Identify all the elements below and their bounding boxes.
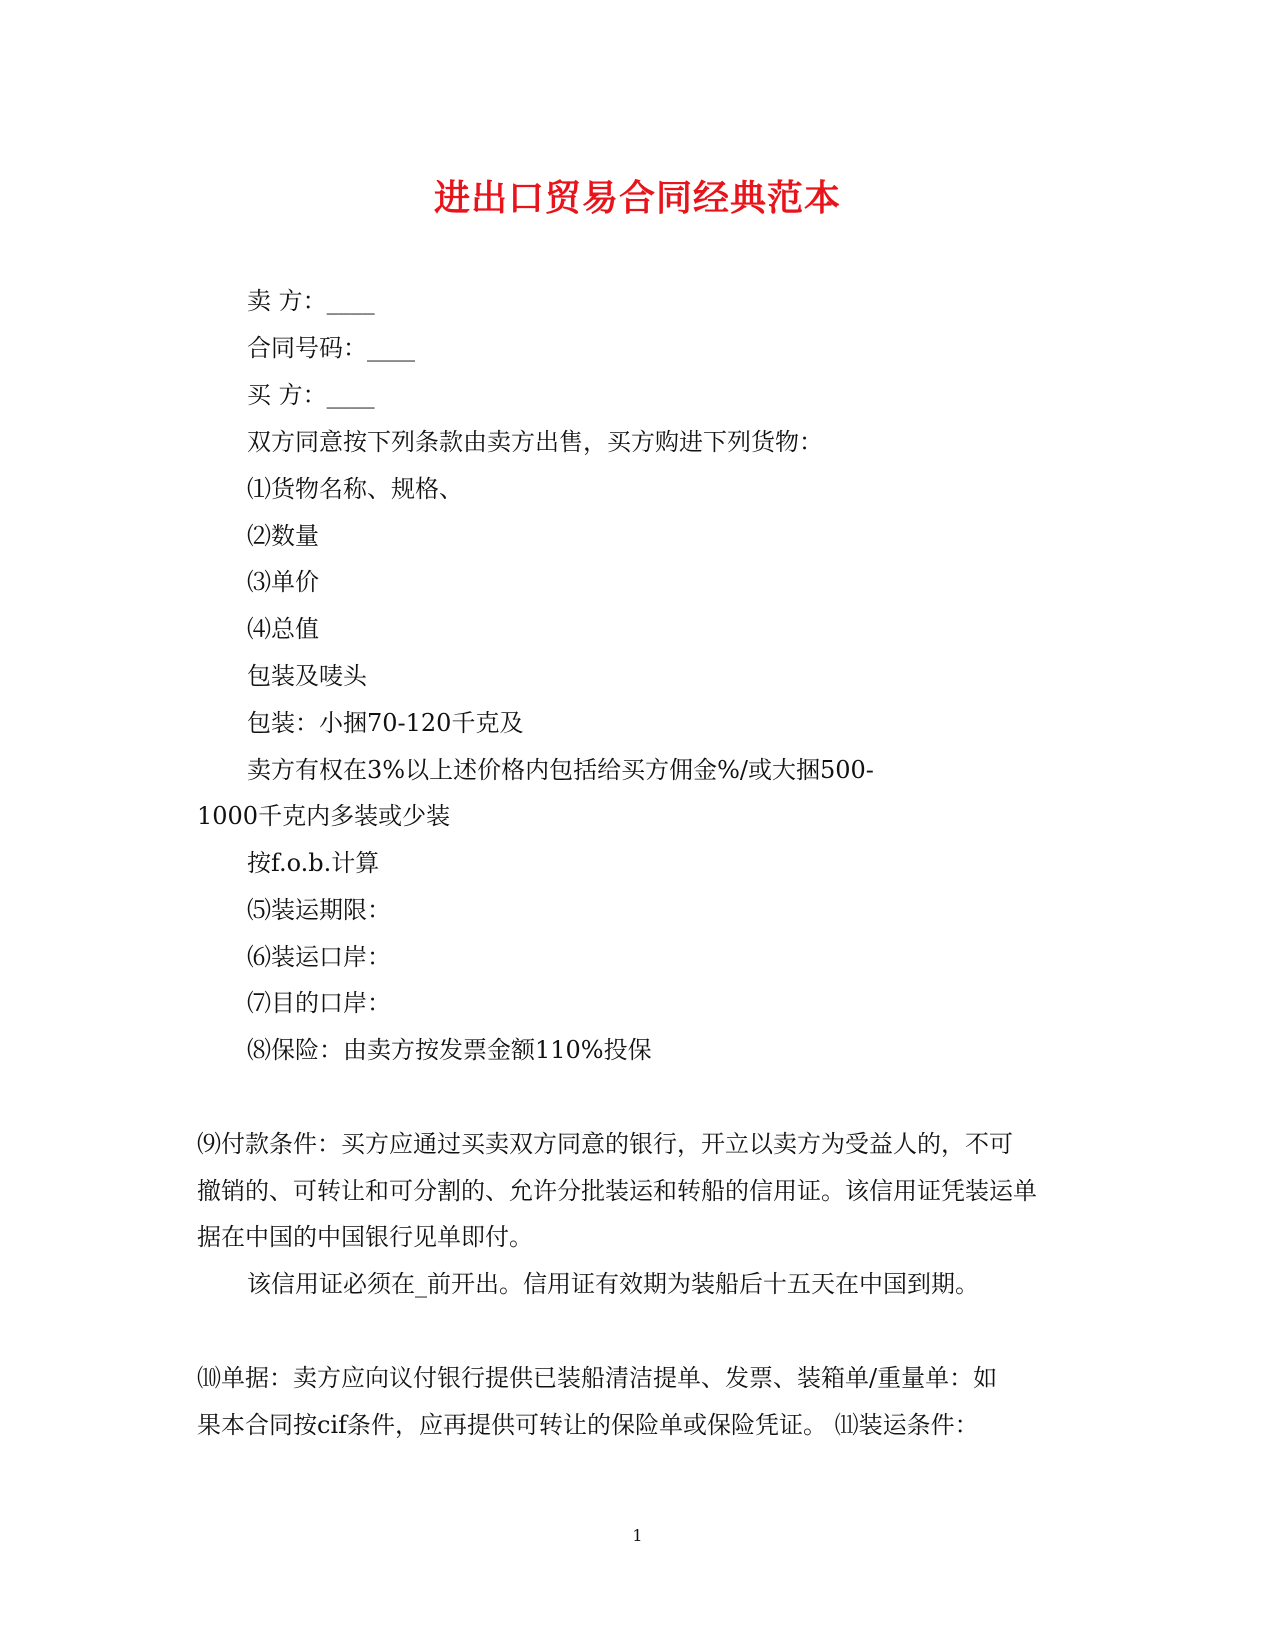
credit-validity-line: 该信用证必须在_前开出。信用证有效期为装船后十五天在中国到期。 xyxy=(247,1270,979,1298)
clause-2: ⑵数量 xyxy=(247,522,319,550)
document-title: 进出口贸易合同经典范本 xyxy=(433,177,841,219)
clause-8: ⑻保险：由卖方按发票金额110%投保 xyxy=(247,1036,652,1064)
packing-line: 包装：小捆70-120千克及 xyxy=(247,709,524,737)
commission-line-cont: 1000千克内多装或少装 xyxy=(197,802,451,830)
clause-10-line-2: 果本合同按cif条件，应再提供可转让的保险单或保险凭证。 ⑾装运条件： xyxy=(197,1411,979,1439)
clause-4: ⑷总值 xyxy=(247,615,319,643)
clause-9-line-1: ⑼付款条件：买方应通过买卖双方同意的银行，开立以卖方为受益人的，不可 xyxy=(197,1130,1013,1158)
commission-line: 卖方有权在3%以上述价格内包括给买方佣金%/或大捆500- xyxy=(247,756,874,784)
clause-9-line-3: 据在中国的中国银行见单即付。 xyxy=(197,1223,533,1251)
contract-number-line: 合同号码：____ xyxy=(247,334,415,362)
page-number: 1 xyxy=(632,1526,643,1545)
seller-line: 卖 方：____ xyxy=(247,287,375,315)
clause-5: ⑸装运期限： xyxy=(247,896,391,924)
fob-line: 按f.o.b.计算 xyxy=(247,849,380,877)
clause-1: ⑴货物名称、规格、 xyxy=(247,475,463,503)
agreement-line: 双方同意按下列条款由卖方出售，买方购进下列货物： xyxy=(247,428,823,456)
packing-heading: 包装及唛头 xyxy=(247,662,367,690)
clause-9-line-2: 撤销的、可转让和可分割的、允许分批装运和转船的信用证。该信用证凭装运单 xyxy=(197,1177,1037,1205)
clause-3: ⑶单价 xyxy=(247,568,319,596)
clause-7: ⑺目的口岸： xyxy=(247,989,391,1017)
clause-10-line-1: ⑽单据：卖方应向议付银行提供已装船清洁提单、发票、装箱单/重量单：如 xyxy=(197,1364,998,1392)
clause-6: ⑹装运口岸： xyxy=(247,943,391,971)
buyer-line: 买 方：____ xyxy=(247,381,375,409)
